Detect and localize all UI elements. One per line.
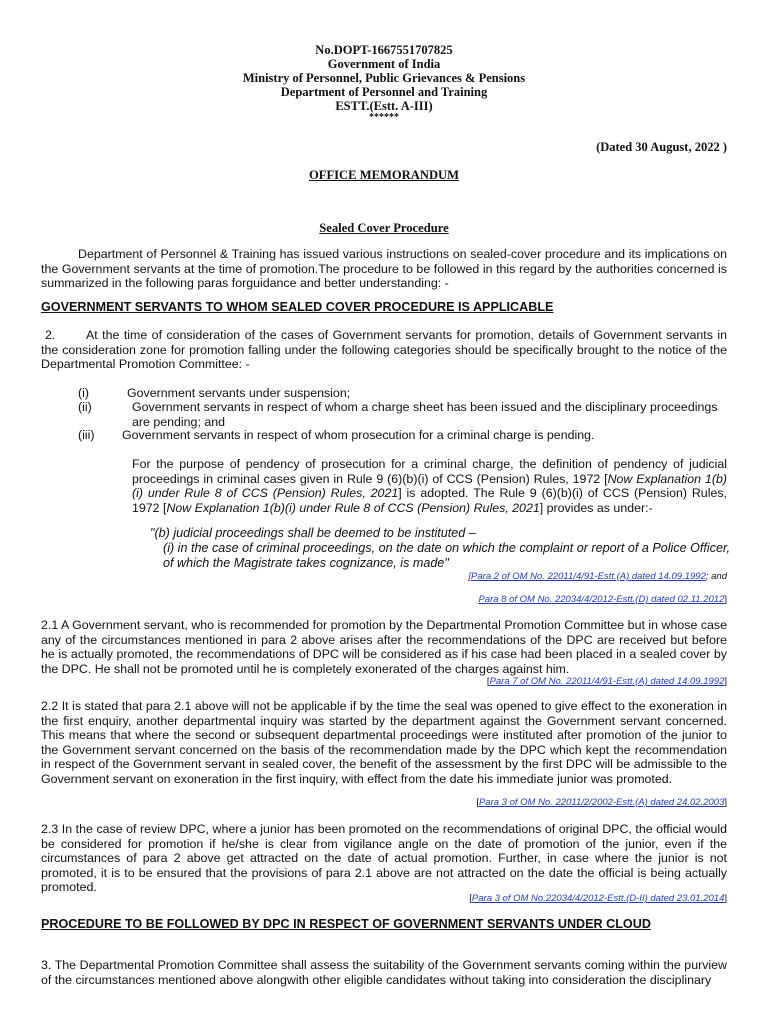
- reference-link[interactable]: Para 7 of OM No. 22011/4/91-Estt.(A) dated 14.09.1992: [489, 676, 725, 687]
- reference-suffix: ]: [724, 797, 727, 808]
- file-number: No.DOPT-1667551707825: [315, 43, 453, 57]
- pendency-italic-1: Now Explanation 1(b)(i) under Rule 8 of CCS (Pension) Rules, 2021: [132, 471, 727, 501]
- reference-suffix: ]: [724, 893, 727, 904]
- pendency-text-3: ] provides as under:-: [539, 500, 653, 515]
- paragraph-2-1: 2.1 A Government servant, who is recommended for promotion by the Departmental Promotion Committee but in whose case any of the circumstances mentioned in para 2 above arises after the recommendations of the DPC are received but before he is actually promoted, the recommendations of DPC will be considered as if his case had been placed in a sealed cover by the DPC. He shall not be promoted until he is completely exonerated of the charges against him.: [41, 618, 727, 676]
- pendency-text-1: For the purpose of pendency of prosecution for a criminal charge, the definition of pendency of judicial proceedings in criminal cases given in Rule 9 (6)(b)(i) of CCS (Pension) Rules, 1972 [: [132, 457, 727, 486]
- paragraph-3: 3. The Departmental Promotion Committee shall assess the suitability of the Government servants coming within the purview of the circumstances mentioned above alongwith other eligible candidates without taking into consideration the disciplinary: [41, 958, 727, 987]
- reference-prefix: [: [469, 893, 472, 904]
- pendency-italic-2: Now Explanation 1(b)(i) under Rule 8 of CCS (Pension) Rules, 2021: [166, 500, 540, 515]
- reference-1: [468, 571, 727, 583]
- pendency-text-2: ] is adopted. The Rule 9 (6)(b)(i) of CCS (Pension) Rules, 1972 [: [132, 486, 727, 515]
- government-line: Government of India: [327, 57, 441, 71]
- list-item-number: (i): [78, 386, 90, 400]
- reference-3: [487, 676, 727, 688]
- section-heading-applicable: GOVERNMENT SERVANTS TO WHOM SEALED COVER PROCEDURE IS APPLICABLE: [41, 300, 554, 314]
- reference-suffix: ; and: [705, 571, 727, 582]
- reference-suffix: ]: [724, 594, 727, 605]
- ministry-line: Ministry of Personnel, Public Grievances & Pensions: [242, 71, 526, 85]
- list-item-number: (ii): [78, 400, 92, 414]
- reference-link[interactable]: Para 3 of OM No. 22011/2/2002-Estt.(A) dated 24.02.2003: [478, 797, 725, 808]
- memo-title: OFFICE MEMORANDUM: [308, 168, 460, 182]
- reference-prefix: [: [476, 797, 479, 808]
- reference-link[interactable]: Para 8 of OM No. 22034/4/2012-Estt.(D) dated 02.11.2012: [478, 594, 725, 605]
- section-line: ESTT.(Estt. A-III): [335, 99, 433, 113]
- section-heading-procedure: PROCEDURE TO BE FOLLOWED BY DPC IN RESPECT OF GOVERNMENT SERVANTS UNDER CLOUD: [41, 917, 651, 931]
- list-item-text: Government servants in respect of whom a charge sheet has been issued and the disciplinary proceedings are pending; and: [132, 400, 718, 429]
- reference-4: [476, 797, 727, 809]
- rule-quote-line-1: "(b) judicial proceedings shall be deemed to be instituted –: [150, 526, 476, 540]
- reference-link[interactable]: Para 3 of OM No.22034/4/2012-Estt.(D-II) dated 23.01.2014: [471, 893, 725, 904]
- list-item-number: (iii): [78, 428, 95, 442]
- pendency-paragraph: [132, 457, 727, 515]
- reference-2: [478, 594, 727, 606]
- intro-paragraph: Department of Personnel & Training has issued various instructions on sealed-cover procedure and its implications on the Government servants at the time of promotion.The procedure to be followed in this regard by the authorities concerned is summarized in the following paras forguidance and better understanding: -: [41, 247, 727, 291]
- reference-link[interactable]: [Para 2 of OM No. 22011/4/91-Estt.(A) dated 14.09.1992: [468, 571, 706, 582]
- rule-quote-line-2: (i) in the case of criminal proceedings, on the date on which the complaint or report of a Police Officer, of which the Magistrate takes cognizance, is made": [163, 541, 731, 570]
- list-item-text: Government servants under suspension;: [127, 386, 351, 400]
- paragraph-2-number: 2.: [45, 328, 56, 342]
- memo-date: (Dated 30 August, 2022 ): [596, 140, 727, 154]
- memo-subject: Sealed Cover Procedure: [319, 221, 449, 235]
- paragraph-2-text: At the time of consideration of the cases of Government servants for promotion, details of Government servants in the consideration zone for promotion falling under the following categories should be specifically brought to the notice of the Departmental Promotion Committee: -: [41, 328, 727, 372]
- list-item-text: Government servants in respect of whom prosecution for a criminal charge is pending.: [122, 428, 595, 442]
- reference-suffix: ]: [724, 676, 727, 687]
- separator-stars: ******: [369, 112, 399, 123]
- paragraph-2-2: 2.2 It is stated that para 2.1 above will not be applicable if by the time the seal was opened to give effect to the exoneration in the first enquiry, another departmental inquiry was started by the department against the Government servant concerned. This means that where the second or subsequent departmental proceedings were instituted after promotion of the junior to the Government servant concerned on the basis of the recommendation made by the DPC which kept the recommendation in respect of the Government servant in sealed cover, the benefit of the assessment by the first DPC will be admissible to the Government servant on exoneration in the first inquiry, with effect from the date his immediate junior was promoted.: [41, 699, 727, 786]
- paragraph-2: [41, 328, 727, 372]
- reference-prefix: [: [486, 676, 490, 687]
- reference-5: [469, 893, 727, 905]
- department-line: Department of Personnel and Training: [280, 85, 488, 99]
- paragraph-2-3: 2.3 In the case of review DPC, where a junior has been promoted on the recommendations of original DPC, the official would be considered for promotion if he/she is clear from vigilance angle on the date of promotion of the junior, even if the circumstances of para 2 above get attracted on the date of actual promotion. Further, in case where the junior is not promoted, it is to be ensured that the provisions of para 2.1 above are not attracted on the date the official is being actually promoted.: [41, 822, 727, 895]
